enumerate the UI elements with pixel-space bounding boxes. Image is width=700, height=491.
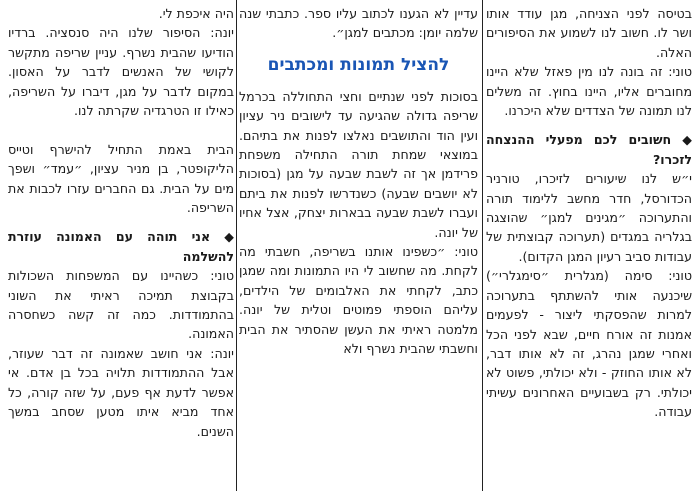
section-heading: ◆ חשובים לכם מפעלי ההנצחה לזכרו? [486, 132, 692, 167]
column-middle [239, 4, 478, 359]
section-heading: ◆ אני תוהה עם האמונה עוזרת להשלמה [8, 229, 234, 264]
paragraph: היה איכפת לי. [158, 6, 234, 21]
column-divider [236, 0, 237, 491]
paragraph: י״ש לנו שיעורים לזיכרו, טורניר הכדורסל, חדר מחשב ללימוד תורה והתערוכה ״מגינים למגן״ שהוצגה בגלריה במגדים (תערוכה קבוצתית של עבודות סביב רעיון המגן הקדום). [486, 171, 692, 264]
paragraph: הבית באמת התחיל להישרף וטייס הליקופטר, בן מניר עציון, ״עמד״ ושפך מים על הבית. גם החברים עזרו לכבות את השריפה. [8, 141, 234, 216]
paragraph: בסוכות לפני שנתיים וחצי התחוללה בכרמל שריפה גדולה שהגיעה עד לישובים ניר עציון ועין הוד והתושבים נאלצו לפנות את בתיהם. במוצאי שמחת תורה התחילה משפחת פרידמן אך זה לשבת שבעה על מגן (בסוכות לא יושבים שבעה) כשנדרשו לפנות את ביתם ועברו לשבת שבעה בבארות יצחק, אצל אחיו של יונה. [239, 88, 478, 240]
column-divider [482, 0, 483, 491]
paragraph: טוני: זה בונה לנו מין פאזל שלא היינו מחוברים אליו, היינו בחוץ. זה משלים לנו תמונה של הצדדים שלא היכרנו. [486, 64, 692, 119]
column-right [486, 4, 692, 422]
paragraph: עדיין לא הגענו לכתוב עליו ספר. כתבתי שנה שלמה יומן: מכתבים למגן״. [239, 6, 478, 41]
paragraph: טוני: כשהיינו עם המשפחות השכולות בקבוצת תמיכה ראיתי את השוני בהתמודדות. כמה זה קשה כשחסרה האמונה. [8, 268, 234, 342]
paragraph: טוני: סימה (מגלרית ״סימגלרי״) שיכנעה אותי להשתתף בתערוכה למרות שהפסקתי ליצור - לפעמים אמנות זה אורח חיים, שבא לפני הכל ואחרי שמגן נהרג, זה לא אותו דבר, לא אותו החוזק - ולא יכולתי, פשוט לא יכולתי. רק בשבועיים האחרונים עשיתי עבודה. [486, 268, 692, 420]
column-left [8, 4, 234, 441]
paragraph: יונה: הסיפור שלנו היה סנסציה. ברדיו הודיעו שהבית נשרף. עניין שריפה מתקשר לקושי של האנשים לדבר על האסון. במקום לדבר על מגן, דיברו על השריפה, כאילו זו הטרגדיה שקרתה לנו. [8, 25, 234, 119]
paragraph: יונה: אני חושב שאמונה זה דבר שעוזר, אבל ההתמודדות תלויה בכל בן אדם. אי אפשר לדעת אף פעם, על שזה קורה, כל אחד מביא איתו מטען שסחב במשך השנים. [8, 345, 234, 439]
paragraph: בטיסה לפני הצניחה, מגן עודד אותו ושר לו. חשוב לנו לשמוע את הסיפורים האלה. [486, 6, 692, 60]
paragraph: טוני: ״כשפינו אותנו בשריפה, חשבתי מה לקחת. מה שחשוב לי היו התמונות ומה שמגן כתב, לקחתי את האלבומים של הילדים, עליהם הוספתי פמוטים וטלית של יונה. מלמטה ראיתי את העשן שהסתיר את הבית וחשבתי שהבית נשרף ולא [239, 244, 478, 357]
section-heading-blue: להציל תמונות ומכתבים [267, 54, 450, 75]
